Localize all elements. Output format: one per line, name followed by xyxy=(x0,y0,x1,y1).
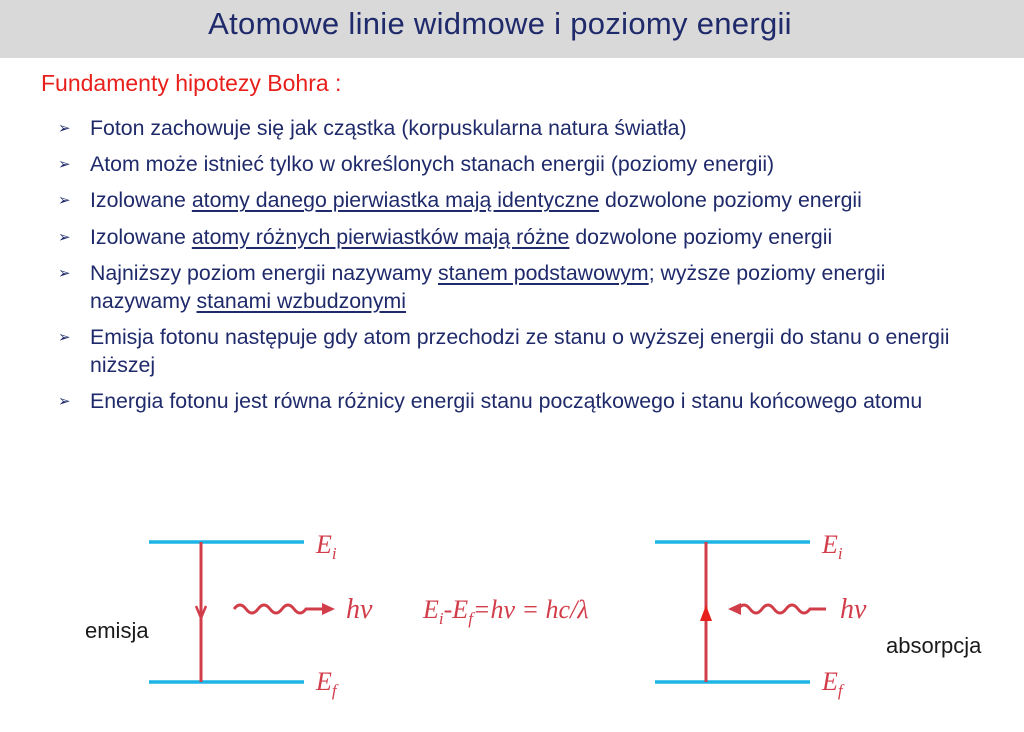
emitted-photon-wave-icon xyxy=(234,605,332,613)
absorption-diagram xyxy=(655,530,982,700)
up-arrow-icon xyxy=(700,605,712,621)
bullet-item xyxy=(58,323,988,379)
bullet-text: Emisja fotonu następuje gdy atom przechodzi ze stanu o wyższej energii do stanu o energii niższej xyxy=(90,324,950,377)
underlined-term: atomy różnych pierwiastków mają różne xyxy=(191,224,570,249)
absorbed-photon-wave-icon xyxy=(738,605,826,613)
underlined-term: stanami wzbudzonymi xyxy=(196,288,407,313)
emission-label: emisja xyxy=(85,618,149,643)
underlined-term: stanem podstawowym xyxy=(437,260,649,285)
bullet-text: ; wyższe poziomy energii nazywamy xyxy=(90,260,886,313)
page-title: Atomowe linie widmowe i poziomy energii xyxy=(208,6,792,41)
bullet-item xyxy=(58,223,988,251)
bullet-text: Foton zachowuje się jak cząstka (korpuskularna natura światła) xyxy=(90,116,687,140)
title-bar xyxy=(0,0,1024,58)
arrowhead-bullet-icon: ➢ xyxy=(58,156,71,174)
energy-level-diagram xyxy=(0,520,1024,732)
photon-arrow-head-icon xyxy=(322,603,335,615)
arrowhead-bullet-icon: ➢ xyxy=(58,393,71,411)
photon-label-left: hν xyxy=(346,594,373,625)
absorption-label: absorpcja xyxy=(886,633,982,658)
underlined-term: atomy danego pierwiastka mają identyczne xyxy=(191,188,600,213)
bullet-list xyxy=(58,114,988,423)
arrowhead-bullet-icon: ➢ xyxy=(58,192,71,210)
lower-level-label-right: $E_f$ xyxy=(822,667,843,700)
bullet-text: Izolowane xyxy=(90,224,192,249)
bullet-item xyxy=(58,387,988,415)
bullet-text: Izolowane xyxy=(90,188,192,213)
bullet-text: Energia fotonu jest równa różnicy energii stanu początkowego i stanu końcowego atomu xyxy=(90,389,923,414)
photon-label-right: hν xyxy=(840,594,867,625)
bullet-item xyxy=(58,114,988,142)
lower-level-label-left: $E_f$ xyxy=(316,667,337,700)
bullet-text: dozwolone poziomy energii xyxy=(569,224,833,249)
arrowhead-bullet-icon: ➢ xyxy=(58,120,71,137)
bullet-item xyxy=(58,259,988,315)
upper-level-label-right: $E_i$ xyxy=(822,530,843,563)
section-heading: Fundamenty hipotezy Bohra : xyxy=(41,70,342,96)
bullet-text: Atom może istnieć tylko w określonych stanach energii (poziomy energii) xyxy=(90,152,775,177)
bullet-item xyxy=(58,186,988,214)
arrowhead-bullet-icon: ➢ xyxy=(58,228,71,246)
bullet-item xyxy=(58,150,988,178)
emission-diagram xyxy=(85,530,373,700)
photon-energy-formula: $E_i-E_f=h\nu = hc/\lambda$ xyxy=(423,595,589,628)
upper-level-label-left: $E_i$ xyxy=(316,530,337,563)
arrowhead-bullet-icon: ➢ xyxy=(58,264,71,282)
bullet-text: Najniższy poziom energii nazywamy xyxy=(90,260,438,285)
bullet-text: dozwolone poziomy energii xyxy=(599,188,862,213)
arrowhead-bullet-icon: ➢ xyxy=(58,328,71,346)
photon-arrow-head-icon xyxy=(728,603,741,615)
